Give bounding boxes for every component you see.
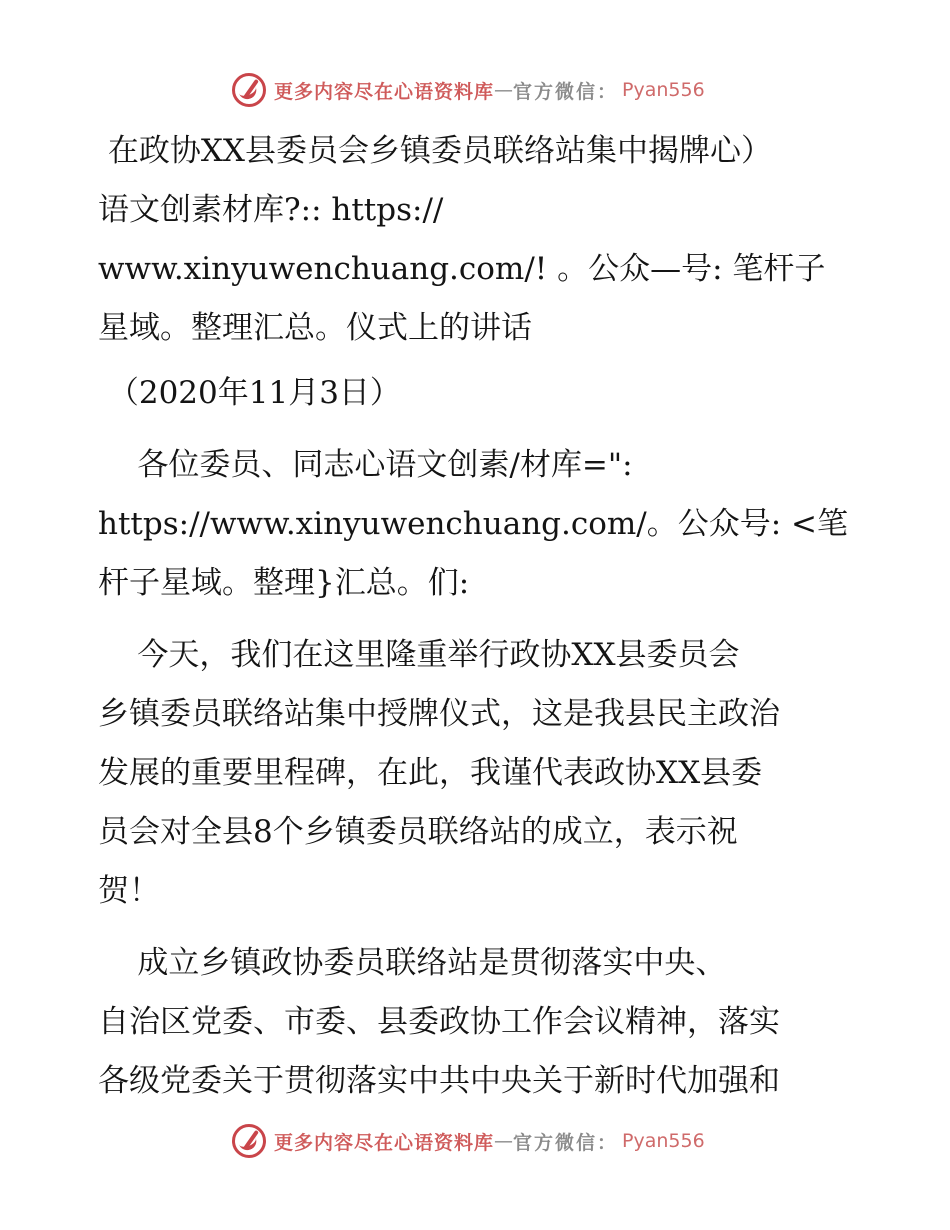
document-body (98, 122, 858, 1124)
banner-wechat-id: Pyan556 (622, 1130, 705, 1152)
salutation (98, 436, 858, 613)
text-line: 今天，我们在这里隆重举行政协XX县委员会 (98, 637, 740, 673)
text-line: 成立乡镇政协委员联络站是贯彻落实中央、 (98, 945, 727, 981)
text-line: 杆子星域。整理}汇总。们: (98, 565, 470, 601)
paragraph-2 (98, 934, 858, 1111)
text-line: 乡镇委员联络站集中授牌仪式，这是我县民主政治 (98, 696, 780, 732)
banner-main-text: 更多内容尽在心语资料库 (274, 80, 495, 103)
title-line: 星域。整理汇总。仪式上的讲话 (98, 310, 532, 346)
banner-wechat-id: Pyan556 (622, 79, 705, 101)
title-line: 在政协XX县委员会乡镇委员联络站集中揭牌心） (98, 133, 772, 169)
pen-logo-icon (232, 73, 266, 107)
text-line: https://www.xinyuwenchuang.com/。公众号: <笔 (98, 506, 849, 542)
text-line: 自治区党委、市委、县委政协工作会议精神，落实 (98, 1004, 780, 1040)
document-title (98, 122, 858, 358)
text-line: 贺！ (98, 873, 160, 909)
text-line: 各级党委关于贯彻落实中共中央关于新时代加强和 (98, 1063, 780, 1099)
banner-official-label: 官方微信： (513, 80, 619, 103)
text-line: 各位委员、同志心语文创素/材库=": (98, 447, 633, 483)
banner-official-label: 官方微信： (513, 1131, 619, 1154)
pen-logo-icon (232, 1124, 266, 1158)
paragraph-1 (98, 626, 858, 921)
banner-separator: — (494, 79, 514, 101)
title-line: www.xinyuwenchuang.com/! 。公众—号: 笔杆子 (98, 251, 826, 287)
header-watermark-banner (232, 72, 705, 108)
title-line: 语文创素材库?:: https:// (98, 192, 444, 228)
banner-main-text: 更多内容尽在心语资料库 (274, 1131, 495, 1154)
banner-separator: — (494, 1130, 514, 1152)
footer-watermark-banner (232, 1123, 705, 1159)
document-date: （2020年11月3日） (98, 375, 401, 411)
text-line: 发展的重要里程碑，在此，我谨代表政协XX县委 (98, 755, 763, 791)
text-line: 员会对全县8个乡镇委员联络站的成立，表示祝 (98, 814, 738, 850)
